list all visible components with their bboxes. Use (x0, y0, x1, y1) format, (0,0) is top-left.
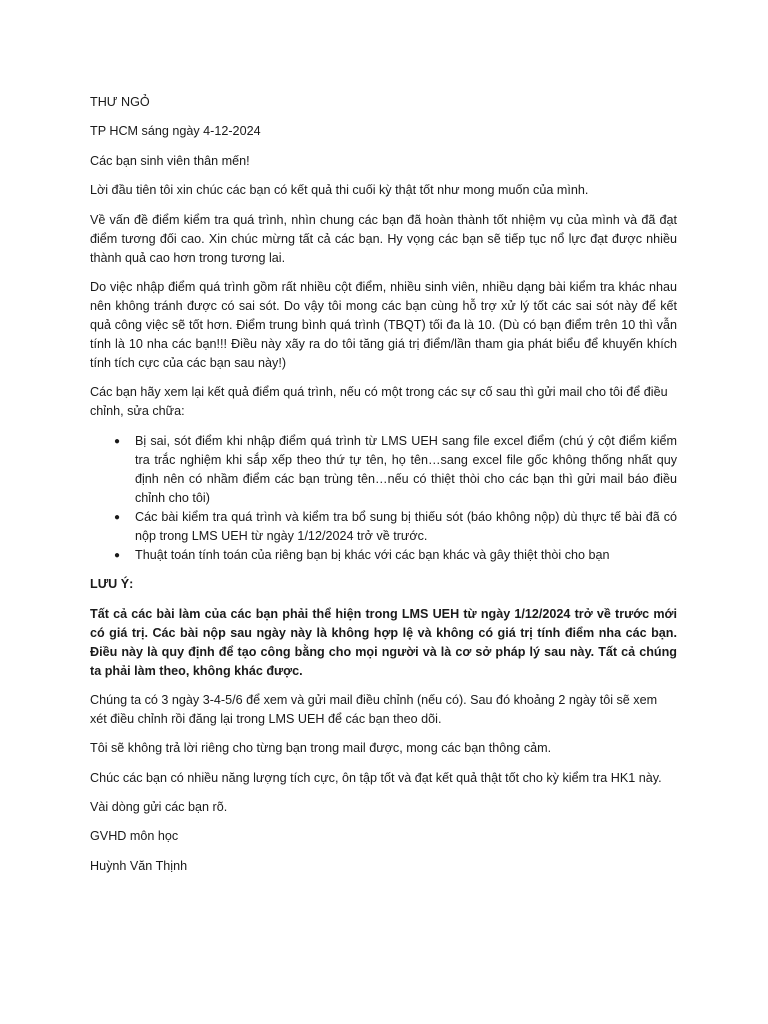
signature-title: GVHD môn học (90, 829, 179, 844)
list-item-text: Thuật toán tính toán của riêng bạn bị khác với các bạn khác và gây thiệt thòi cho bạn (135, 547, 610, 562)
issue-list (90, 432, 677, 565)
bullet-icon: ● (114, 435, 121, 447)
greeting: Các bạn sinh viên thân mến! (90, 153, 250, 168)
paragraph-closing: Vài dòng gửi các bạn rõ. (90, 800, 228, 815)
paragraph-grading-errors: Do việc nhập điểm quá trình gồm rất nhiều cột điểm, nhiều sinh viên, nhiều dạng bài kiểm tra khác nhau nên không tránh được có sai sót. Do vậy tôi mong các bạn cùng hỗ trợ xử lý tốt các sai sót này để kết quả công việc sẽ tốt hơn. Điểm trung bình quá trình (TBQT) tối đa là 10. (Dù có bạn điểm trên 10 thì vẫn tính là 10 nha các bạn!!! Điều này xãy ra do tôi tăng giá trị điểm/lần tham gia phát biểu để khuyến khích tính tích cực của các bạn sau này!) (90, 279, 677, 370)
letter-heading: THƯ NGỎ (90, 95, 150, 109)
note-heading: LƯU Ý: (90, 577, 134, 592)
letter-document (90, 93, 677, 886)
place-date: TP HCM sáng ngày 4-12-2024 (90, 124, 261, 139)
paragraph-wishes: Lời đầu tiên tôi xin chúc các bạn có kết quả thi cuối kỳ thật tốt như mong muốn của mình. (90, 183, 589, 198)
paragraph-schedule: Chúng ta có 3 ngày 3-4-5/6 để xem và gửi mail điều chỉnh (nếu có). Sau đó khoảng 2 ngày tôi sẽ xem xét điều chỉnh rồi đăng lại trong LMS UEH để các bạn theo dõi. (90, 692, 658, 726)
paragraph-no-reply: Tôi sẽ không trả lời riêng cho từng bạn trong mail được, mong các bạn thông cảm. (90, 741, 552, 756)
list-item-text: Các bài kiểm tra quá trình và kiểm tra bổ sung bị thiếu sót (báo không nộp) dù thực tế bài đã có nộp trong LMS UEH từ ngày 1/12/2024 trở về trước. (135, 509, 677, 543)
list-item (90, 508, 677, 546)
list-item-text: Bị sai, sót điểm khi nhập điểm quá trình từ LMS UEH sang file excel điểm (chú ý cột điểm kiểm tra trắc nghiệm khi sắp xếp theo thứ tự tên, họ tên…sang excel file gốc không thống nhất quy định nên có nhầm điểm các bạn trùng tên…nếu có thiệt thòi cho các bạn thì gửi mail báo điều chỉnh cho tôi) (135, 433, 677, 505)
bullet-icon: ● (114, 511, 121, 523)
paragraph-assessment: Về vấn đề điểm kiểm tra quá trình, nhìn chung các bạn đã hoàn thành tốt nhiệm vụ của mình và đã đạt điểm tương đối cao. Xin chúc mừng tất cả các bạn. Hy vọng các bạn sẽ tiếp tục nổ lực đạt được nhiều thành quả cao hơn trong tương lai. (90, 212, 677, 265)
list-item (90, 432, 677, 508)
signature-name: Huỳnh Văn Thịnh (90, 858, 188, 873)
paragraph-review-request: Các bạn hãy xem lại kết quả điểm quá trình, nếu có một trong các sự cố sau thì gửi mail cho tôi để điều chỉnh, sửa chữa: (90, 385, 668, 419)
note-text: Tất cả các bài làm của các bạn phải thể hiện trong LMS UEH từ ngày 1/12/2024 trở về trước mới có giá trị. Các bài nộp sau ngày này là không hợp lệ và không có giá trị tính điểm nha các bạn. Điều này là quy định để tạo công bằng cho mọi người và là cơ sở pháp lý sau này. Tất cả chúng ta phải làm theo, không khác được. (90, 606, 677, 678)
list-item (90, 546, 677, 565)
paragraph-good-luck: Chúc các bạn có nhiều năng lượng tích cực, ôn tập tốt và đạt kết quả thật tốt cho kỳ kiểm tra HK1 này. (90, 770, 662, 785)
bullet-icon: ● (114, 549, 121, 561)
